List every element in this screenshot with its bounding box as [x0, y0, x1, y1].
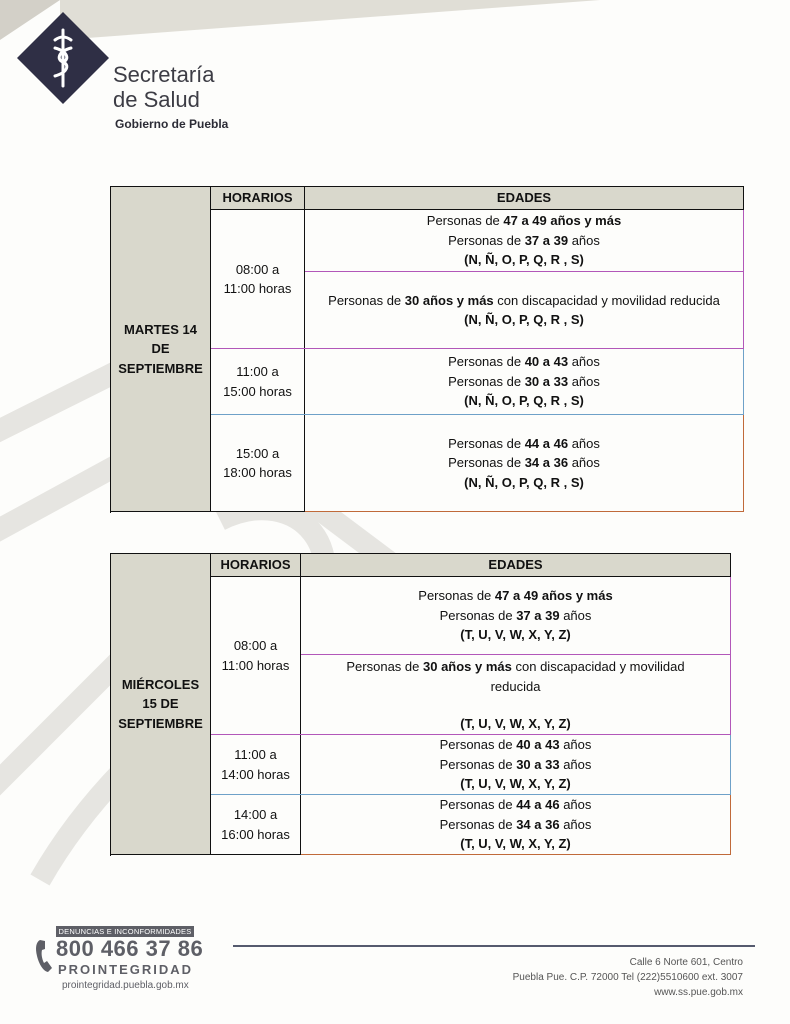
age-group-cell: Personas de 44 a 46 años Personas de 34 a 36 años (T, U, V, W, X, Y, Z)	[301, 795, 731, 855]
time-slot: 15:00 a 18:00 horas	[211, 415, 305, 512]
phone-icon	[34, 938, 56, 974]
complaints-phone[interactable]: 800 466 37 86	[56, 936, 204, 961]
age-group-cell: Personas de 47 a 49 años y más Personas de 37 a 39 años (T, U, V, W, X, Y, Z)	[301, 577, 731, 655]
column-header-edades: EDADES	[301, 554, 731, 577]
day-label: MIÉRCOLES 15 DE SEPTIEMBRE	[111, 554, 211, 855]
time-slot: 08:00 a 11:00 horas	[211, 210, 305, 349]
brand-name-line2: de Salud	[113, 87, 200, 112]
column-header-horarios: HORARIOS	[211, 554, 301, 577]
caduceus-icon	[17, 12, 109, 104]
day-label: MARTES 14 DE SEPTIEMBRE	[111, 187, 211, 512]
header-band	[0, 0, 790, 60]
address-line1: Calle 6 Norte 601, Centro	[629, 957, 743, 968]
program-link[interactable]: prointegridad.puebla.gob.mx	[62, 980, 189, 991]
program-name: PROINTEGRIDAD	[58, 962, 194, 977]
time-slot: 11:00 a 14:00 horas	[211, 735, 301, 795]
column-header-edades: EDADES	[305, 187, 744, 210]
footer-divider	[233, 945, 755, 947]
age-group-cell: Personas de 40 a 43 años Personas de 30 a 33 años (T, U, V, W, X, Y, Z)	[301, 735, 731, 795]
schedule-table-day2	[110, 553, 731, 855]
complaints-badge: DENUNCIAS E INCONFORMIDADES	[56, 926, 194, 937]
age-group-cell: Personas de 47 a 49 años y más Personas de 37 a 39 años (N, Ñ, O, P, Q, R , S)	[305, 210, 744, 272]
age-group-cell: Personas de 44 a 46 años Personas de 34 a 36 años (N, Ñ, O, P, Q, R , S)	[305, 415, 744, 512]
website-link[interactable]: www.ss.pue.gob.mx	[654, 987, 743, 998]
time-slot: 11:00 a 15:00 horas	[211, 349, 305, 415]
age-group-cell: Personas de 30 años y más con discapacidad y movilidad reducida (T, U, V, W, X, Y, Z)	[301, 655, 731, 735]
age-group-cell: Personas de 40 a 43 años Personas de 30 a 33 años (N, Ñ, O, P, Q, R , S)	[305, 349, 744, 415]
schedule-table-day1	[110, 186, 744, 512]
brand-name-line1: Secretaría	[113, 62, 215, 87]
address-line2: Puebla Pue. C.P. 72000 Tel (222)5510600 ext. 3007	[512, 972, 743, 983]
time-slot: 08:00 a 11:00 horas	[211, 577, 301, 735]
age-group-cell: Personas de 30 años y más con discapacidad y movilidad reducida (N, Ñ, O, P, Q, R , S)	[305, 272, 744, 349]
column-header-horarios: HORARIOS	[211, 187, 305, 210]
government-label: Gobierno de Puebla	[115, 117, 229, 131]
time-slot: 14:00 a 16:00 horas	[211, 795, 301, 855]
